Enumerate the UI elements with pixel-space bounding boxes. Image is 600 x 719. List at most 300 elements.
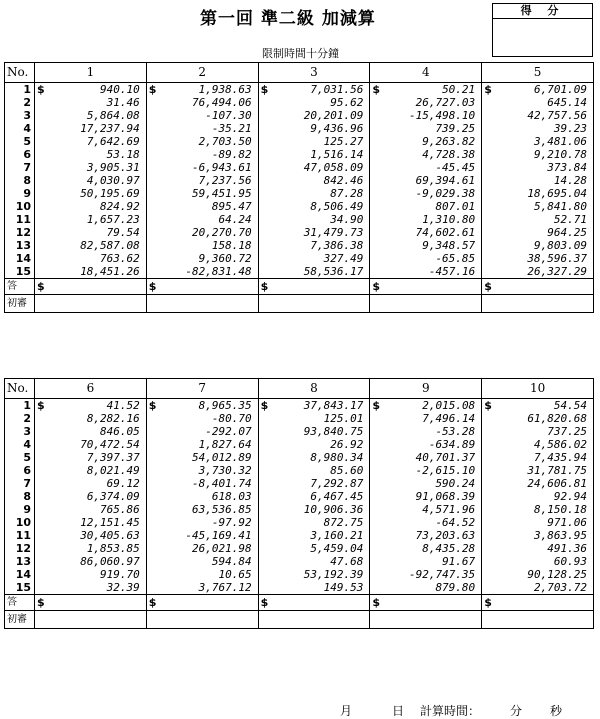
value-text: -82,831.48 xyxy=(185,265,252,278)
table-row xyxy=(5,503,594,516)
value-text: 3,160.21 xyxy=(310,529,364,542)
value-cell xyxy=(146,96,258,109)
value-cell xyxy=(35,161,147,174)
value-cell xyxy=(258,412,370,425)
value-text: 76,494.06 xyxy=(191,96,252,109)
value-text: 846.05 xyxy=(100,425,140,438)
value-cell xyxy=(35,438,147,451)
table-row xyxy=(5,464,594,477)
value-text: 3,481.06 xyxy=(534,135,587,148)
value-text: 69.12 xyxy=(106,477,140,490)
row-number: 5 xyxy=(5,451,35,464)
value-cell xyxy=(370,161,482,174)
value-cell xyxy=(370,581,482,595)
row-number: 15 xyxy=(5,581,35,595)
value-cell xyxy=(482,399,594,413)
value-text: 737.25 xyxy=(547,425,587,438)
value-text: 60.93 xyxy=(553,555,587,568)
value-text: 8,435.28 xyxy=(422,542,476,555)
value-text: 90,128.25 xyxy=(527,568,587,581)
value-cell xyxy=(370,503,482,516)
value-cell xyxy=(258,568,370,581)
answer-cell[interactable] xyxy=(35,595,147,611)
value-cell xyxy=(370,109,482,122)
value-cell xyxy=(482,464,594,477)
value-text: 6,701.09 xyxy=(534,83,587,96)
value-cell xyxy=(258,109,370,122)
value-text: -80.70 xyxy=(211,412,252,425)
table-row xyxy=(5,239,594,252)
value-text: 86,060.97 xyxy=(80,555,140,568)
answer-cell[interactable] xyxy=(370,279,482,295)
value-text: 739.25 xyxy=(435,122,476,135)
row-number: 7 xyxy=(5,477,35,490)
dollar-sign: $ xyxy=(372,399,381,412)
check-cell[interactable] xyxy=(258,611,370,629)
value-cell xyxy=(146,399,258,413)
answer-cell[interactable] xyxy=(35,279,147,295)
value-text: 26.92 xyxy=(330,438,364,451)
value-text: 4,571.96 xyxy=(422,503,476,516)
table-row xyxy=(5,200,594,213)
value-text: 39.23 xyxy=(553,122,587,135)
value-cell xyxy=(146,122,258,135)
value-text: 842.46 xyxy=(323,174,364,187)
check-cell[interactable] xyxy=(146,295,258,313)
value-text: 64.24 xyxy=(218,213,252,226)
value-cell xyxy=(482,516,594,529)
column-header: 4 xyxy=(370,63,482,83)
value-text: 373.84 xyxy=(547,161,587,174)
value-cell xyxy=(370,213,482,226)
dollar-sign: $ xyxy=(484,596,492,609)
value-text: 47.68 xyxy=(330,555,364,568)
value-cell xyxy=(370,83,482,97)
value-text: -15,498.10 xyxy=(408,109,476,122)
value-text: 26,021.98 xyxy=(191,542,252,555)
value-text: 14.28 xyxy=(553,174,587,187)
value-cell xyxy=(258,555,370,568)
value-cell xyxy=(482,568,594,581)
value-text: -35.21 xyxy=(211,122,252,135)
value-cell xyxy=(258,174,370,187)
footer-calc-time: 計算時間： xyxy=(420,704,481,718)
value-cell xyxy=(370,148,482,161)
value-text: 6,467.45 xyxy=(310,490,364,503)
value-cell xyxy=(482,542,594,555)
answer-cell[interactable] xyxy=(146,595,258,611)
value-cell xyxy=(370,252,482,265)
value-cell xyxy=(146,252,258,265)
value-cell xyxy=(370,135,482,148)
dollar-sign: $ xyxy=(260,596,269,609)
value-cell xyxy=(258,239,370,252)
column-header: 1 xyxy=(35,63,147,83)
value-cell xyxy=(482,109,594,122)
value-cell xyxy=(146,425,258,438)
value-text: 26,327.29 xyxy=(527,265,587,278)
dollar-sign: $ xyxy=(260,280,269,293)
value-text: 92.94 xyxy=(553,490,587,503)
value-cell xyxy=(35,477,147,490)
header-row xyxy=(5,379,594,399)
value-text: -8,401.74 xyxy=(191,477,252,490)
answer-cell[interactable] xyxy=(146,279,258,295)
value-text: -89.82 xyxy=(211,148,252,161)
value-cell xyxy=(35,148,147,161)
value-cell xyxy=(35,399,147,413)
value-cell xyxy=(370,490,482,503)
value-cell xyxy=(258,122,370,135)
value-cell xyxy=(258,477,370,490)
table-row xyxy=(5,213,594,226)
value-text: 2,015.08 xyxy=(422,399,476,412)
dollar-sign: $ xyxy=(484,83,492,96)
value-text: 807.01 xyxy=(435,200,476,213)
value-text: 2,703.72 xyxy=(534,581,587,594)
dollar-sign: $ xyxy=(372,83,381,96)
value-text: 125.27 xyxy=(323,135,364,148)
value-text: 8,965.35 xyxy=(198,399,252,412)
table-row xyxy=(5,187,594,200)
value-text: 1,657.23 xyxy=(86,213,140,226)
value-cell xyxy=(482,438,594,451)
value-cell xyxy=(370,200,482,213)
value-cell xyxy=(258,399,370,413)
check-cell[interactable] xyxy=(370,295,482,313)
answer-cell[interactable] xyxy=(482,279,594,295)
value-text: 765.86 xyxy=(100,503,140,516)
value-text: 7,386.38 xyxy=(310,239,364,252)
value-text: 125.01 xyxy=(323,412,364,425)
row-number: 7 xyxy=(5,161,35,174)
row-number: 14 xyxy=(5,568,35,581)
time-limit: 限制時間十分鐘 xyxy=(262,47,339,60)
value-cell xyxy=(35,187,147,200)
value-cell xyxy=(258,252,370,265)
row-number: 10 xyxy=(5,516,35,529)
value-cell xyxy=(258,226,370,239)
value-cell xyxy=(482,96,594,109)
row-number: 6 xyxy=(5,148,35,161)
value-cell xyxy=(258,490,370,503)
value-cell xyxy=(146,213,258,226)
value-text: 7,292.87 xyxy=(310,477,364,490)
value-text: 7,642.69 xyxy=(86,135,140,148)
problem-table-1 xyxy=(4,62,594,313)
footer-minutes: 分 xyxy=(510,704,523,718)
value-text: 1,827.64 xyxy=(198,438,252,451)
value-text: 73,203.63 xyxy=(415,529,476,542)
value-text: 872.75 xyxy=(323,516,364,529)
row-number: 11 xyxy=(5,529,35,542)
value-cell xyxy=(482,503,594,516)
value-cell xyxy=(482,451,594,464)
value-cell xyxy=(146,451,258,464)
value-cell xyxy=(370,438,482,451)
value-cell xyxy=(258,265,370,279)
row-number: 3 xyxy=(5,425,35,438)
value-cell xyxy=(482,239,594,252)
value-text: 895.47 xyxy=(211,200,252,213)
value-cell xyxy=(258,161,370,174)
value-text: 4,030.97 xyxy=(86,174,140,187)
value-cell xyxy=(370,568,482,581)
check-cell[interactable] xyxy=(146,611,258,629)
value-text: 5,841.80 xyxy=(534,200,587,213)
value-cell xyxy=(482,252,594,265)
no-header: No. xyxy=(5,379,35,399)
value-text: 38,596.37 xyxy=(527,252,587,265)
row-number: 9 xyxy=(5,187,35,200)
value-cell xyxy=(35,529,147,542)
row-number: 3 xyxy=(5,109,35,122)
value-text: 87.28 xyxy=(330,187,364,200)
problem-table-2 xyxy=(4,378,594,629)
value-cell xyxy=(35,425,147,438)
value-cell xyxy=(146,83,258,97)
value-text: 91.67 xyxy=(442,555,476,568)
value-text: 9,348.57 xyxy=(422,239,476,252)
value-text: 18,695.04 xyxy=(527,187,587,200)
footer-month: 月 xyxy=(340,704,353,718)
check-cell[interactable] xyxy=(258,295,370,313)
value-text: 10,906.36 xyxy=(303,503,364,516)
value-text: 327.49 xyxy=(323,252,364,265)
value-cell xyxy=(370,542,482,555)
value-cell xyxy=(482,83,594,97)
value-cell xyxy=(370,425,482,438)
column-header: 8 xyxy=(258,379,370,399)
value-text: 7,496.14 xyxy=(422,412,476,425)
value-text: -6,943.61 xyxy=(191,161,252,174)
value-text: 590.24 xyxy=(435,477,476,490)
dollar-sign: $ xyxy=(148,83,157,96)
value-cell xyxy=(370,516,482,529)
value-text: 74,602.61 xyxy=(415,226,476,239)
value-text: 54,012.89 xyxy=(191,451,252,464)
table-row xyxy=(5,226,594,239)
value-text: 8,506.49 xyxy=(310,200,364,213)
dollar-sign: $ xyxy=(484,280,492,293)
value-cell xyxy=(370,265,482,279)
row-number: 8 xyxy=(5,174,35,187)
value-cell xyxy=(482,161,594,174)
value-cell xyxy=(258,451,370,464)
value-text: 31.46 xyxy=(106,96,140,109)
value-text: -92,747.35 xyxy=(408,568,476,581)
value-cell xyxy=(482,122,594,135)
value-text: 6,374.09 xyxy=(86,490,140,503)
value-cell xyxy=(482,477,594,490)
row-number: 13 xyxy=(5,239,35,252)
value-cell xyxy=(482,148,594,161)
value-cell xyxy=(35,555,147,568)
value-cell xyxy=(370,477,482,490)
table-row xyxy=(5,516,594,529)
value-text: 3,863.95 xyxy=(534,529,587,542)
answer-cell[interactable] xyxy=(258,595,370,611)
dollar-sign: $ xyxy=(37,399,45,412)
value-cell xyxy=(35,490,147,503)
value-text: 47,058.09 xyxy=(303,161,364,174)
value-cell xyxy=(146,477,258,490)
value-text: 3,767.12 xyxy=(198,581,252,594)
value-cell xyxy=(258,516,370,529)
value-text: 54.54 xyxy=(553,399,587,412)
row-number: 4 xyxy=(5,122,35,135)
column-header: 2 xyxy=(146,63,258,83)
check-cell[interactable] xyxy=(35,295,147,313)
value-text: 1,853.85 xyxy=(86,542,140,555)
value-text: 63,536.85 xyxy=(191,503,252,516)
score-box[interactable] xyxy=(492,3,593,57)
answer-cell[interactable] xyxy=(258,279,370,295)
value-text: 69,394.61 xyxy=(415,174,476,187)
value-text: 1,310.80 xyxy=(422,213,476,226)
row-number: 15 xyxy=(5,265,35,279)
answer-row xyxy=(5,595,594,611)
value-cell xyxy=(370,464,482,477)
value-text: -292.07 xyxy=(205,425,252,438)
value-cell xyxy=(258,581,370,595)
value-text: 59,451.95 xyxy=(191,187,252,200)
row-number: 13 xyxy=(5,555,35,568)
check-cell[interactable] xyxy=(482,295,594,313)
value-cell xyxy=(258,464,370,477)
check-cell[interactable] xyxy=(370,611,482,629)
column-header: 5 xyxy=(482,63,594,83)
table-row xyxy=(5,174,594,187)
value-cell xyxy=(482,213,594,226)
value-text: 1,516.14 xyxy=(310,148,364,161)
value-text: 7,435.94 xyxy=(534,451,587,464)
value-cell xyxy=(258,542,370,555)
value-text: 7,031.56 xyxy=(310,83,364,96)
value-text: 763.62 xyxy=(100,252,140,265)
value-cell xyxy=(146,542,258,555)
check-cell[interactable] xyxy=(35,611,147,629)
check-label: 初審 xyxy=(5,611,35,629)
dollar-sign: $ xyxy=(37,83,45,96)
value-text: 8,021.49 xyxy=(86,464,140,477)
row-number: 1 xyxy=(5,399,35,413)
value-text: 93,840.75 xyxy=(303,425,364,438)
value-text: 61,820.68 xyxy=(527,412,587,425)
value-cell xyxy=(35,213,147,226)
table-row xyxy=(5,122,594,135)
value-cell xyxy=(35,239,147,252)
table-row xyxy=(5,581,594,595)
row-number: 10 xyxy=(5,200,35,213)
value-text: 31,781.75 xyxy=(527,464,587,477)
page-title: 第一回 準二級 加減算 xyxy=(200,9,376,29)
value-text: -2,615.10 xyxy=(415,464,476,477)
value-cell xyxy=(482,412,594,425)
value-text: 971.06 xyxy=(547,516,587,529)
value-text: -65.85 xyxy=(435,252,476,265)
value-cell xyxy=(482,200,594,213)
value-cell xyxy=(482,174,594,187)
dollar-sign: $ xyxy=(484,399,492,412)
value-cell xyxy=(146,529,258,542)
value-cell xyxy=(482,490,594,503)
value-cell xyxy=(35,109,147,122)
value-text: 7,397.37 xyxy=(86,451,140,464)
value-cell xyxy=(35,451,147,464)
answer-cell[interactable] xyxy=(482,595,594,611)
dollar-sign: $ xyxy=(260,399,269,412)
table-row xyxy=(5,490,594,503)
value-text: 3,905.31 xyxy=(86,161,140,174)
column-header: 7 xyxy=(146,379,258,399)
value-cell xyxy=(35,200,147,213)
value-text: 79.54 xyxy=(106,226,140,239)
dollar-sign: $ xyxy=(260,83,269,96)
value-text: 5,864.08 xyxy=(86,109,140,122)
check-cell[interactable] xyxy=(482,611,594,629)
value-cell xyxy=(482,265,594,279)
value-text: 158.18 xyxy=(211,239,252,252)
value-cell xyxy=(35,464,147,477)
value-text: 491.36 xyxy=(547,542,587,555)
value-cell xyxy=(35,581,147,595)
value-cell xyxy=(370,122,482,135)
value-text: 53,192.39 xyxy=(303,568,364,581)
value-cell xyxy=(258,83,370,97)
table-row xyxy=(5,161,594,174)
value-text: 8,150.18 xyxy=(534,503,587,516)
check-row xyxy=(5,295,594,313)
footer-seconds: 秒 xyxy=(550,704,563,718)
dollar-sign: $ xyxy=(148,596,157,609)
value-text: -45.45 xyxy=(435,161,476,174)
value-text: 50,195.69 xyxy=(80,187,140,200)
value-cell xyxy=(146,135,258,148)
row-number: 12 xyxy=(5,226,35,239)
value-cell xyxy=(258,135,370,148)
table-row xyxy=(5,555,594,568)
row-number: 6 xyxy=(5,464,35,477)
value-cell xyxy=(370,226,482,239)
value-cell xyxy=(482,135,594,148)
row-number: 1 xyxy=(5,83,35,97)
table-row xyxy=(5,252,594,265)
column-header: 6 xyxy=(35,379,147,399)
value-text: 85.60 xyxy=(330,464,364,477)
value-cell xyxy=(482,425,594,438)
value-text: 70,472.54 xyxy=(80,438,140,451)
value-cell xyxy=(146,148,258,161)
value-text: 4,728.38 xyxy=(422,148,476,161)
dollar-sign: $ xyxy=(372,596,381,609)
dollar-sign: $ xyxy=(372,280,381,293)
value-text: -457.16 xyxy=(428,265,476,278)
value-cell xyxy=(35,174,147,187)
row-number: 12 xyxy=(5,542,35,555)
value-text: 53.18 xyxy=(106,148,140,161)
value-text: -107.30 xyxy=(205,109,252,122)
value-cell xyxy=(370,555,482,568)
value-text: -64.52 xyxy=(435,516,476,529)
value-text: 149.53 xyxy=(323,581,364,594)
value-text: 24,606.81 xyxy=(527,477,587,490)
column-header: 3 xyxy=(258,63,370,83)
value-text: 3,730.32 xyxy=(198,464,252,477)
value-text: -53.28 xyxy=(435,425,476,438)
answer-cell[interactable] xyxy=(370,595,482,611)
value-cell xyxy=(146,200,258,213)
